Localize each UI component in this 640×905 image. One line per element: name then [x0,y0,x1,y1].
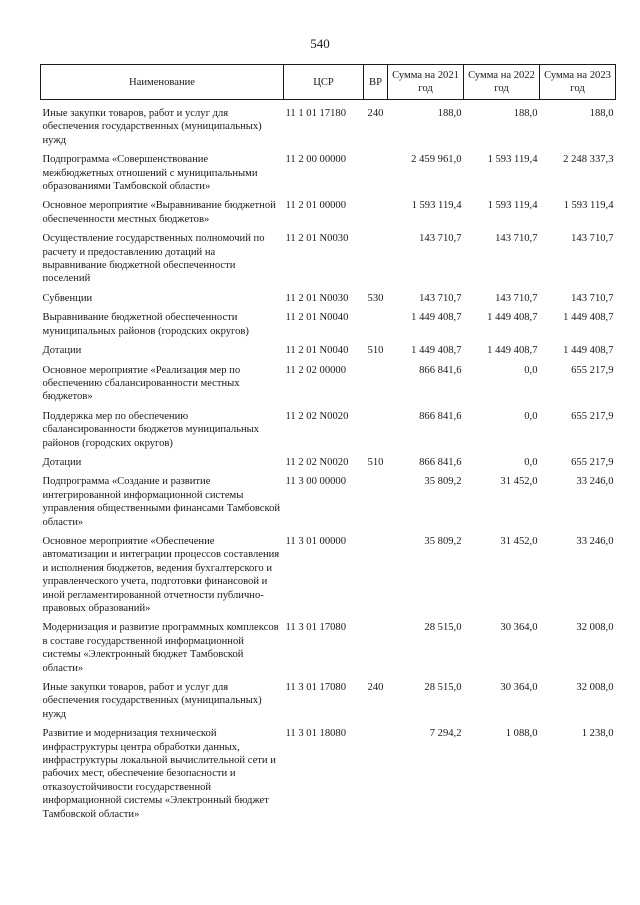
table-row [41,364,616,410]
row-sum-2022: 143 710,7 [495,292,538,304]
row-sum-2022: 1 088,0 [505,728,538,740]
row-vr [364,621,388,681]
row-name: Иные закупки товаров, работ и услуг для обеспечения государственных (муниципальных) нужд [42,682,262,720]
row-name: Выравнивание бюджетной обеспеченности муниципальных районов (городских округов) [42,312,249,337]
row-sum-2021: 143 710,7 [419,292,462,304]
row-name: Осуществление государственных полномочий по расчету и предоставлению дотаций на выравнивание бюджетной обеспеченности поселений [42,233,265,285]
row-sum-2023: 655 217,9 [571,456,614,468]
row-sum-2022: 31 452,0 [500,535,538,547]
header-vr: ВР [364,65,388,100]
row-csr: 11 2 01 N0030 [285,292,349,304]
row-sum-2021: 28 515,0 [424,682,462,694]
table-row [41,292,616,311]
row-sum-2021: 188,0 [437,108,462,119]
row-sum-2021: 7 294,2 [429,728,462,740]
row-sum-2021: 143 710,7 [419,233,462,245]
row-sum-2022: 188,0 [513,108,538,119]
row-sum-2023: 143 710,7 [571,233,614,245]
table-row [41,456,616,475]
table-row [41,727,616,827]
row-vr: 510 [367,456,384,468]
row-sum-2022: 1 593 119,4 [487,200,538,212]
header-name: Наименование [41,65,284,100]
table-row [41,344,616,363]
row-csr: 11 2 01 N0040 [285,312,349,324]
row-sum-2023: 655 217,9 [571,364,614,376]
row-sum-2023: 655 217,9 [571,410,614,422]
row-sum-2021: 866 841,6 [419,410,462,422]
row-sum-2021: 2 459 961,0 [411,154,462,166]
row-csr: 11 2 02 N0020 [285,456,349,468]
row-csr: 11 3 01 17080 [285,622,347,634]
row-name: Дотации [42,345,82,357]
row-sum-2022: 0,0 [524,364,538,376]
row-vr [364,475,388,535]
row-sum-2023: 33 246,0 [576,535,614,547]
header-sum-2021: Сумма на 2021 год [388,65,464,100]
row-sum-2021: 1 593 119,4 [411,200,462,212]
row-vr [364,199,388,232]
row-sum-2021: 866 841,6 [419,456,462,468]
row-csr: 11 2 02 N0020 [285,410,349,422]
table-row [41,311,616,344]
row-vr: 530 [367,292,384,304]
row-name: Основное мероприятие «Выравнивание бюджетной обеспеченности местных бюджетов» [42,200,276,225]
row-csr: 11 2 01 N0030 [285,233,349,245]
row-name: Дотации [42,456,82,468]
row-sum-2022: 1 593 119,4 [487,154,538,166]
header-sum-2022: Сумма на 2022 год [464,65,540,100]
row-vr [364,232,388,292]
row-name: Модернизация и развитие программных комплексов в составе государственной информационной системы «Электронный бюджет Тамбовской области» [42,622,279,674]
row-sum-2023: 1 449 408,7 [563,345,614,357]
table-row [41,621,616,681]
row-sum-2022: 0,0 [524,456,538,468]
budget-table [40,64,616,827]
row-name: Подпрограмма «Совершенствование межбюджетных отношений с муниципальными образованиями Тамбовской области» [42,154,258,193]
row-sum-2023: 2 248 337,3 [563,154,614,166]
row-csr: 11 1 01 17180 [285,108,347,119]
row-csr: 11 2 01 N0040 [285,345,349,357]
row-vr [364,535,388,621]
row-name: Субвенции [42,292,93,304]
page-number: 540 [310,36,330,51]
table-header [41,65,616,100]
row-sum-2021: 866 841,6 [419,364,462,376]
row-name: Подпрограмма «Создание и развитие интегрированной информационной системы управления общественными финансами Тамбовской области» [42,476,281,528]
table-row [41,232,616,292]
row-sum-2022: 1 449 408,7 [487,345,538,357]
row-vr: 510 [367,345,384,357]
row-vr [364,311,388,344]
row-name: Иные закупки товаров, работ и услуг для обеспечения государственных (муниципальных) нужд [42,108,262,146]
row-vr [364,410,388,456]
row-name: Основное мероприятие «Обеспечение автоматизации и интеграции процессов составления и исполнения бюджетов, ведения бухгалтерского и управленческого учета, подготовки финансовой и иной регламентированной отчетности публично-правовых образований» [42,535,280,614]
row-sum-2023: 1 593 119,4 [563,200,614,212]
table-row [41,410,616,456]
table-row [41,681,616,727]
row-sum-2021: 35 809,2 [424,476,462,488]
row-csr: 11 2 01 00000 [285,200,347,212]
row-name: Поддержка мер по обеспечению сбалансированности бюджетов муниципальных районов (городских округов) [42,410,260,449]
row-csr: 11 2 00 00000 [285,154,347,166]
row-csr: 11 3 01 18080 [285,728,347,740]
row-csr: 11 2 02 00000 [285,364,347,376]
table-row [41,535,616,621]
row-sum-2021: 1 449 408,7 [411,312,462,324]
row-name: Развитие и модернизация технической инфраструктуры центра обработки данных, инфраструктуры локальной вычислительной сети и рабочих мест, обеспечение безопасности и отказоустойчивости государственной информационной системы «Электронный бюджет Тамбовской области» [42,728,276,820]
row-vr [364,153,388,199]
row-csr: 11 3 01 17080 [285,682,347,694]
row-sum-2023: 33 246,0 [576,476,614,488]
row-vr: 240 [367,108,384,119]
row-sum-2023: 32 008,0 [576,682,614,694]
table-body [41,100,616,828]
row-sum-2023: 32 008,0 [576,622,614,634]
row-sum-2022: 30 364,0 [500,622,538,634]
row-sum-2023: 143 710,7 [571,292,614,304]
row-sum-2022: 31 452,0 [500,476,538,488]
row-sum-2023: 188,0 [589,108,614,119]
row-sum-2023: 1 238,0 [581,728,614,740]
table-row [41,100,616,154]
table-row [41,153,616,199]
row-sum-2021: 35 809,2 [424,535,462,547]
table-row [41,199,616,232]
row-sum-2022: 30 364,0 [500,682,538,694]
row-sum-2021: 1 449 408,7 [411,345,462,357]
row-vr [364,364,388,410]
row-vr: 240 [367,682,384,694]
table-row [41,475,616,535]
row-csr: 11 3 00 00000 [285,476,347,488]
row-sum-2022: 143 710,7 [495,233,538,245]
row-name: Основное мероприятие «Реализация мер по обеспечению сбалансированности местных бюджетов» [42,364,241,403]
row-sum-2023: 1 449 408,7 [563,312,614,324]
row-csr: 11 3 01 00000 [285,535,347,547]
header-csr: ЦСР [284,65,364,100]
row-sum-2022: 1 449 408,7 [487,312,538,324]
row-sum-2022: 0,0 [524,410,538,422]
row-vr [364,727,388,827]
row-sum-2021: 28 515,0 [424,622,462,634]
header-sum-2023: Сумма на 2023 год [540,65,616,100]
